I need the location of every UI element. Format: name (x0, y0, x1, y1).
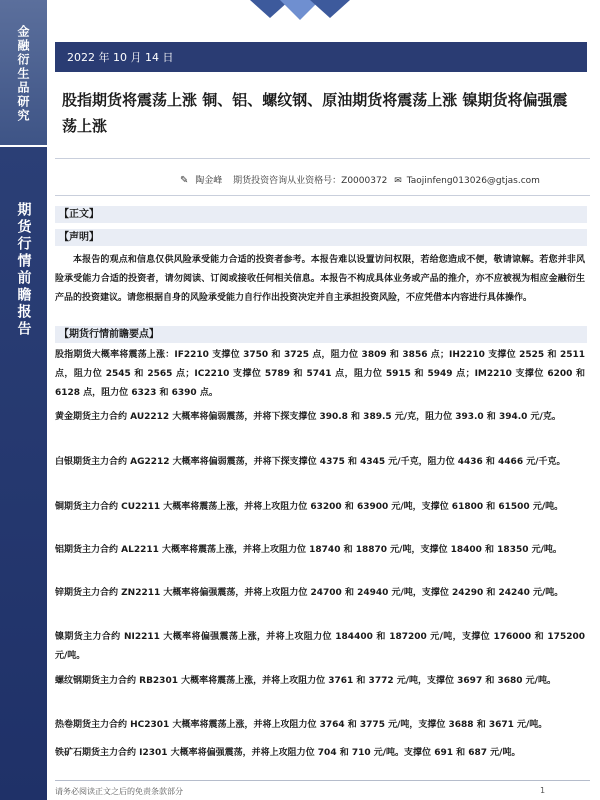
pen-icon: ✎ (180, 175, 189, 186)
author-qualification: 期货投资咨询从业资格号：Z0000372 (233, 176, 388, 186)
author-line (180, 173, 590, 186)
statement-text: 本报告的观点和信息仅供风险承受能力合适的投资者参考。本报告难以设置访问权限，若给您造成不便，敬请谅解。若您并非风险承受能力合适的投资者，请勿阅读、订阅或接收任何相关信息。本报告不构成具体业务或产品的推介，亦不应被视为相应金融衍生产品的投资建议。请您根据自身的风险承受能力自行作出投资决定并自主承担投资风险，不应凭借本内容进行具体操作。 (55, 255, 585, 303)
page-number: 1 (540, 786, 546, 795)
author-email[interactable]: Taojinfeng013026@gtjas.com (406, 176, 540, 186)
outlook-item-zinc: 锌期货主力合约 ZN2211 大概率将偏强震荡，并将上攻阻力位 24700 和 24940 元/吨，支撑位 24290 和 24240 元/吨。 (55, 588, 564, 598)
date-bar (55, 42, 587, 72)
outlook-item-gold: 黄金期货主力合约 AU2212 大概率将偏弱震荡，并将下探支撑位 390.8 和 389.5 元/克，阻力位 393.0 和 394.0 元/克。 (55, 412, 561, 422)
outlook-item-aluminum: 铝期货主力合约 AL2211 大概率将震荡上涨，并将上攻阻力位 18740 和 18870 元/吨，支撑位 18400 和 18350 元/吨。 (55, 545, 562, 555)
section-body-heading: 【正文】 (55, 206, 587, 223)
title-divider (55, 158, 590, 159)
report-title: 股指期货将震荡上涨 铜、铝、螺纹钢、原油期货将震荡上涨 镍期货将偏强震荡上涨 (62, 91, 568, 135)
section-outlook-heading: 【期货行情前瞻要点】 (55, 326, 587, 343)
author-name: 陶金峰 (195, 176, 223, 186)
outlook-item-iron-ore: 铁矿石期货主力合约 I2301 大概率将偏强震荡，并将上攻阻力位 704 和 710 元/吨。支撑位 691 和 687 元/吨。 (55, 748, 521, 758)
footer-divider (55, 780, 590, 781)
author-divider (55, 195, 590, 196)
report-date: 2022 年 10 月 14 日 (67, 51, 174, 64)
sidebar-report-type-label: 期货行情前瞻报告 (15, 202, 32, 338)
mail-icon: ✉ (394, 176, 402, 186)
outlook-item-copper: 铜期货主力合约 CU2211 大概率将震荡上涨，并将上攻阻力位 63200 和 63900 元/吨，支撑位 61800 和 61500 元/吨。 (55, 502, 564, 512)
sidebar-category-label: 金融衍生品研究 (16, 25, 30, 123)
outlook-item-stock-index: 股指期货大概率将震荡上涨：IF2210 支撑位 3750 和 3725 点，阻力位 3809 和 3856 点；IH2210 支撑位 2525 和 2511 点，阻力位 2545 和 2565 点；IC2210 支撑位 5789 和 5741 点，阻力位 5915 和 5949 点；IM2210 支撑位 6200 和 6128 点，阻力位 6323 和 6390 点。 (55, 350, 585, 398)
section-statement-heading: 【声明】 (55, 229, 587, 246)
outlook-item-nickel: 镍期货主力合约 NI2211 大概率将偏强震荡上涨，并将上攻阻力位 184400 和 187200 元/吨，支撑位 176000 和 175200 元/吨。 (55, 632, 585, 661)
outlook-item-rebar: 螺纹钢期货主力合约 RB2301 大概率将震荡上涨，并将上攻阻力位 3761 和 3772 元/吨，支撑位 3697 和 3680 元/吨。 (55, 676, 556, 686)
outlook-item-silver: 白银期货主力合约 AG2212 大概率将偏弱震荡，并将下探支撑位 4375 和 4345 元/千克，阻力位 4436 和 4466 元/千克。 (55, 457, 566, 467)
brand-logo-icon (220, 0, 380, 22)
footer-disclaimer-note[interactable]: 请务必阅读正文之后的免责条款部分 (55, 787, 183, 796)
outlook-item-hot-coil: 热卷期货主力合约 HC2301 大概率将震荡上涨，并将上攻阻力位 3764 和 3775 元/吨，支撑位 3688 和 3671 元/吨。 (55, 720, 548, 730)
